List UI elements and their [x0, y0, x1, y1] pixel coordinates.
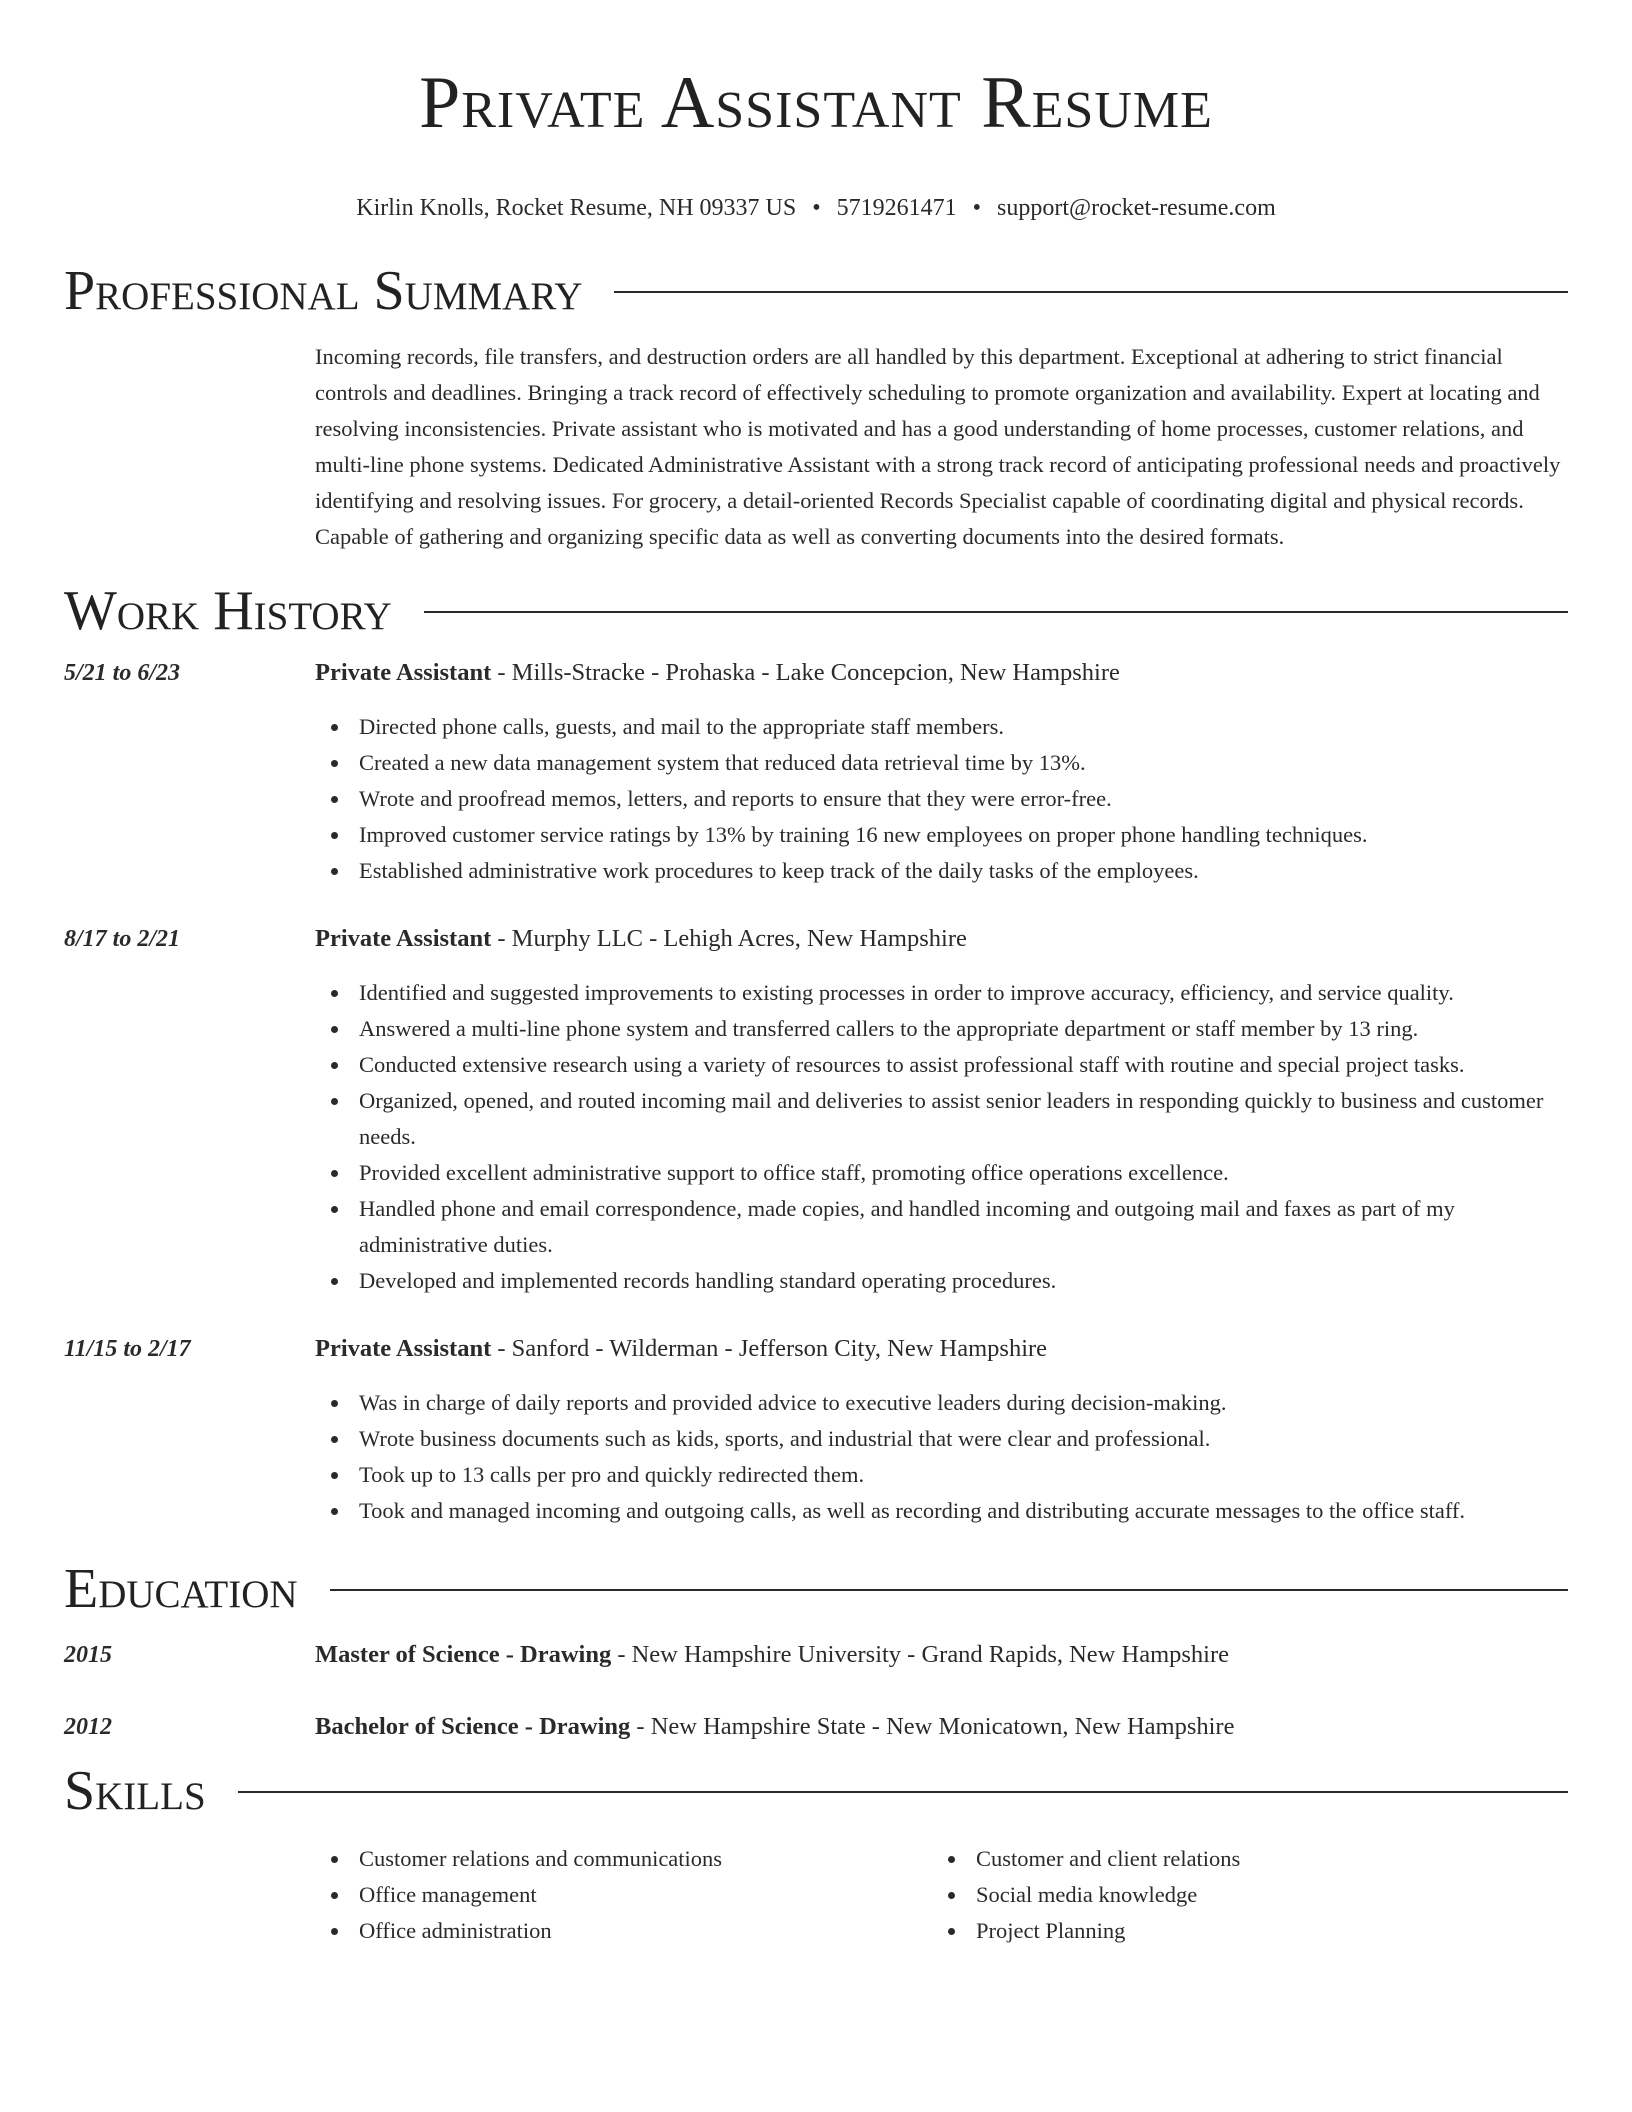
- job-line: [315, 1331, 1568, 1367]
- skills-column-right: [932, 1841, 1549, 1949]
- section-divider: [614, 291, 1568, 293]
- education-year: 2015: [64, 1642, 112, 1668]
- list-item: Established administrative work procedures to keep track of the daily tasks of the employees.: [315, 853, 1568, 889]
- section-header-skills: [64, 1759, 1568, 1823]
- list-item: Answered a multi-line phone system and transferred callers to the appropriate department or staff member by 13 ring.: [315, 1011, 1568, 1047]
- contact-address: Kirlin Knolls, Rocket Resume, NH 09337 US: [356, 195, 797, 221]
- list-item: Improved customer service ratings by 13% by training 16 new employees on proper phone handling techniques.: [315, 817, 1568, 853]
- education-entry: [64, 1709, 1568, 1745]
- section-divider: [238, 1791, 1568, 1793]
- job-bullets: [315, 709, 1568, 889]
- contact-line: [64, 192, 1568, 224]
- job-line: [315, 921, 1568, 957]
- education-degree: Master of Science - Drawing: [315, 1641, 612, 1668]
- job-header: [64, 1331, 1568, 1367]
- job-header: [64, 921, 1568, 957]
- job-entry: [64, 921, 1568, 1299]
- education-degree: Bachelor of Science - Drawing: [315, 1713, 631, 1740]
- list-item: Directed phone calls, guests, and mail to the appropriate staff members.: [315, 709, 1568, 745]
- job-dates: 8/17 to 2/21: [64, 926, 181, 952]
- job-bullets: [315, 1385, 1568, 1529]
- education-year: 2012: [64, 1714, 112, 1740]
- job-line: [315, 655, 1568, 691]
- section-divider: [424, 611, 1568, 613]
- list-item: Took up to 13 calls per pro and quickly redirected them.: [315, 1457, 1568, 1493]
- list-item: Wrote and proofread memos, letters, and reports to ensure that they were error-free.: [315, 781, 1568, 817]
- job-details: - Murphy LLC - Lehigh Acres, New Hampshire: [491, 925, 967, 952]
- contact-separator: •: [972, 195, 982, 221]
- section-title: Work History: [64, 580, 392, 642]
- list-item: Conducted extensive research using a variety of resources to assist professional staff with routine and special project tasks.: [315, 1047, 1568, 1083]
- list-item: Took and managed incoming and outgoing calls, as well as recording and distributing accurate messages to the office staff.: [315, 1493, 1568, 1529]
- contact-phone: 5719261471: [836, 195, 957, 221]
- list-item: Handled phone and email correspondence, made copies, and handled incoming and outgoing mail and faxes as part of my administrative duties.: [315, 1191, 1568, 1263]
- skills-column-left: [315, 1841, 932, 1949]
- list-item: Organized, opened, and routed incoming mail and deliveries to assist senior leaders in responding quickly to business and customer needs.: [315, 1083, 1568, 1155]
- contact-email: support@rocket-resume.com: [997, 195, 1276, 221]
- job-entry: [64, 655, 1568, 889]
- skill-item: Project Planning: [932, 1913, 1549, 1949]
- section-header-education: [64, 1557, 1568, 1621]
- skill-item: Customer relations and communications: [315, 1841, 932, 1877]
- list-item: Was in charge of daily reports and provided advice to executive leaders during decision-making.: [315, 1385, 1568, 1421]
- section-title: Professional Summary: [64, 260, 583, 322]
- job-title: Private Assistant: [315, 1335, 492, 1362]
- resume-title: Private Assistant Resume: [419, 62, 1213, 144]
- education-line: [315, 1637, 1568, 1673]
- job-details: - Mills-Stracke - Prohaska - Lake Concepcion, New Hampshire: [491, 659, 1120, 686]
- summary-text: Incoming records, file transfers, and destruction orders are all handled by this department. Exceptional at adhering to strict financial controls and deadlines. Bringing a track record of effectively scheduling to promote organization and availability. Expert at locating and resolving inconsistencies. Private assistant who is motivated and has a good understanding of home processes, customer relations, and multi-line phone systems. Dedicated Administrative Assistant with a strong track record of anticipating professional needs and proactively identifying and resolving issues. For grocery, a detail-oriented Records Specialist capable of coordinating digital and physical records. Capable of gathering and organizing specific data as well as converting documents into the desired formats.: [315, 344, 1561, 549]
- job-title: Private Assistant: [315, 659, 492, 686]
- education-line: [315, 1709, 1568, 1745]
- job-dates: 5/21 to 6/23: [64, 660, 181, 686]
- skill-item: Social media knowledge: [932, 1877, 1549, 1913]
- section-header-work-history: [64, 579, 1568, 643]
- education-details: - New Hampshire University - Grand Rapids, New Hampshire: [611, 1641, 1230, 1668]
- contact-separator: •: [812, 195, 821, 221]
- job-entry: [64, 1331, 1568, 1529]
- job-title: Private Assistant: [315, 925, 492, 952]
- job-dates: 11/15 to 2/17: [64, 1336, 191, 1362]
- education-details: - New Hampshire State - New Monicatown, New Hampshire: [630, 1713, 1235, 1740]
- section-divider: [330, 1589, 1568, 1591]
- list-item: Created a new data management system that reduced data retrieval time by 13%.: [315, 745, 1568, 781]
- job-header: [64, 655, 1568, 691]
- list-item: Developed and implemented records handling standard operating procedures.: [315, 1263, 1568, 1299]
- job-bullets: [315, 975, 1568, 1299]
- list-item: Provided excellent administrative support to office staff, promoting office operations excellence.: [315, 1155, 1568, 1191]
- list-item: Identified and suggested improvements to existing processes in order to improve accuracy, efficiency, and service quality.: [315, 975, 1568, 1011]
- resume-page: [64, 0, 1568, 1949]
- section-title: Education: [64, 1558, 298, 1620]
- skill-item: Office management: [315, 1877, 932, 1913]
- education-entry: [64, 1637, 1568, 1673]
- job-details: - Sanford - Wilderman - Jefferson City, New Hampshire: [491, 1335, 1048, 1362]
- section-header-summary: [64, 259, 1568, 323]
- skill-item: Office administration: [315, 1913, 932, 1949]
- skill-item: Customer and client relations: [932, 1841, 1549, 1877]
- skills-list: [315, 1841, 1568, 1949]
- section-title: Skills: [64, 1760, 206, 1822]
- list-item: Wrote business documents such as kids, sports, and industrial that were clear and professional.: [315, 1421, 1568, 1457]
